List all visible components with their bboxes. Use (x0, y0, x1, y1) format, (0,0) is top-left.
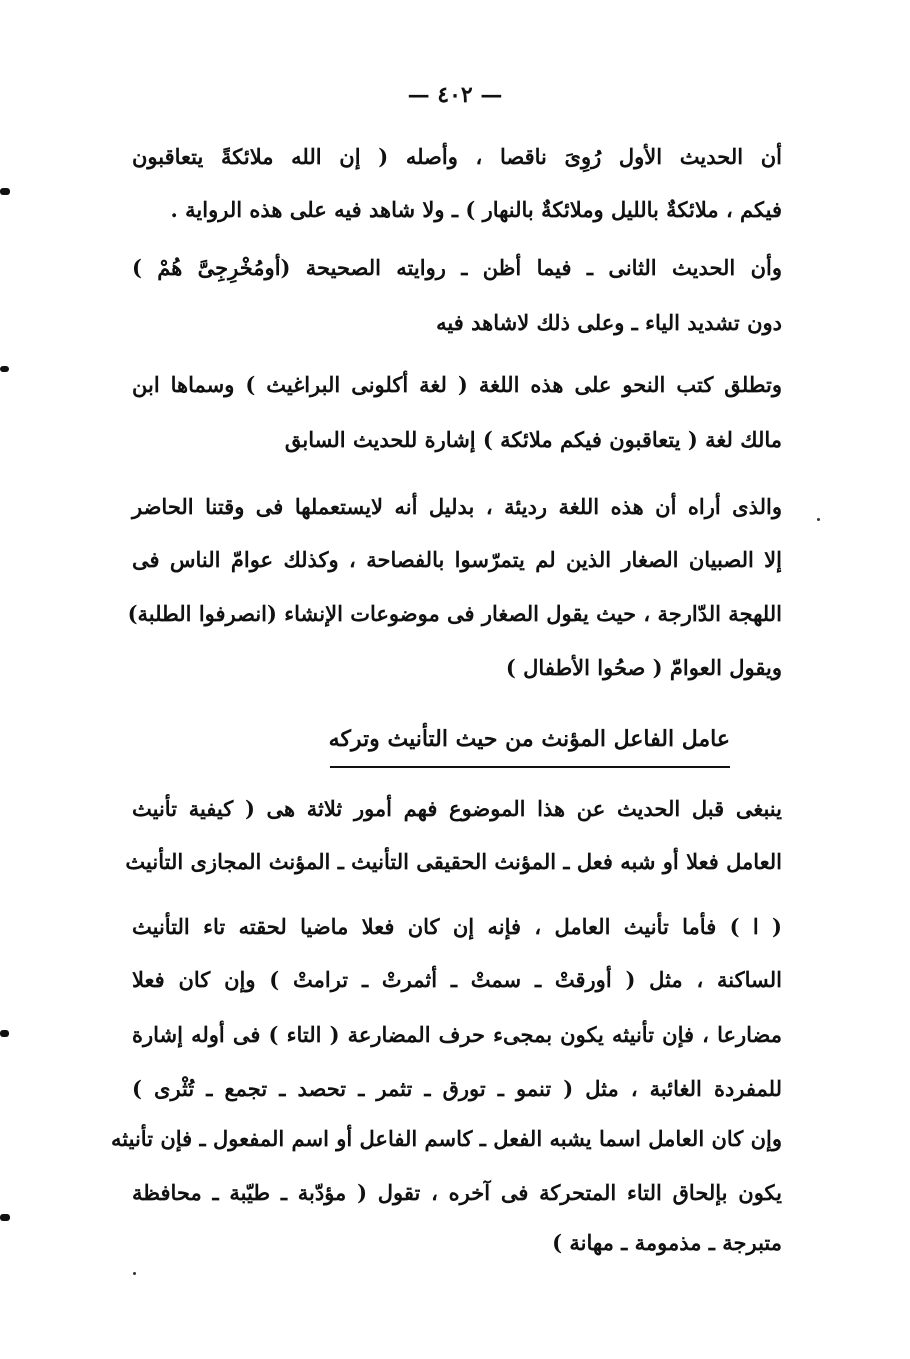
text-line: مالك لغة ( يتعاقبون فيكم ملائكة ) إشارة للحديث السابق (284, 427, 782, 452)
text-line: إلا الصبيان الصغار الذين لم يتمرّسوا بالفصاحة ، وكذلك عوامّ الناس فى (132, 547, 782, 572)
text-line: العامل فعلا أو شبه فعل ـ المؤنث الحقيقى التأنيث ـ المؤنث المجازى التأنيث (125, 849, 782, 874)
text-line: ينبغى قبل الحديث عن هذا الموضوع فهم أمور ثلاثة هى ( كيفية تأنيث (132, 796, 782, 821)
text-line: الساكنة ، مثل ( أورقتْ ـ سمتْ ـ أثمرتْ ـ ترامتْ ) وإن كان فعلا (132, 967, 782, 992)
text-line: وأن الحديث الثانى ـ فيما أظن ـ روايته الصحيحة (أومُخْرِجِىَّ هُمْ ) (132, 255, 782, 280)
text-line: والذى أراه أن هذه اللغة رديئة ، بدليل أنه لايستعملها فى وقتنا الحاضر (132, 494, 782, 519)
scan-mark (0, 1214, 10, 1221)
text-line: ويقول العوامّ ( صحُوا الأطفال ) (505, 655, 782, 680)
text-line: يكون بإلحاق التاء المتحركة فى آخره ، تقول ( مؤدّبة ـ طيّبة ـ محافظة (132, 1180, 782, 1205)
text-line: دون تشديد الياء ـ وعلى ذلك لاشاهد فيه (436, 310, 782, 335)
text-line: وإن كان العامل اسما يشبه الفعل ـ كاسم الفاعل أو اسم المفعول ـ فإن تأنيثه (111, 1126, 782, 1151)
scan-mark (0, 1030, 9, 1037)
text-line: متبرجة ـ مذمومة ـ مهانة ) (552, 1230, 782, 1255)
scan-speck (817, 518, 820, 521)
page-number: — ٤٠٢ — (407, 82, 503, 108)
scan-mark (0, 366, 9, 372)
text-line: فيكم ، ملائكةٌ بالليل وملائكةٌ بالنهار ) ـ ولا شاهد فيه على هذه الرواية . (170, 197, 782, 222)
text-line: وتطلق كتب النحو على هذه اللغة ( لغة أكلونى البراغيث ) وسماها ابن (132, 372, 782, 397)
text-line: ( ا ) فأما تأنيث العامل ، فإنه إن كان فعلا ماضيا لحقته تاء التأنيث (132, 914, 782, 939)
heading-underline (330, 766, 730, 768)
scan-speck (133, 1272, 136, 1275)
section-heading: عامل الفاعل المؤنث من حيث التأنيث وتركه (328, 726, 730, 752)
text-line: اللهجة الدّارجة ، حيث يقول الصغار فى موضوعات الإنشاء (انصرفوا الطلبة) (127, 601, 782, 626)
text-line: مضارعا ، فإن تأنيثه يكون بمجىء حرف المضارعة ( التاء ) فى أوله إشارة (132, 1022, 782, 1047)
text-line: أن الحديث الأول رُوِىَ ناقصا ، وأصله ( إن الله ملائكةً يتعاقبون (132, 144, 782, 169)
scan-mark (0, 188, 10, 195)
text-line: للمفردة الغائبة ، مثل ( تنمو ـ تورق ـ تثمر ـ تحصد ـ تجمع ـ تُثْرى ) (132, 1076, 782, 1101)
